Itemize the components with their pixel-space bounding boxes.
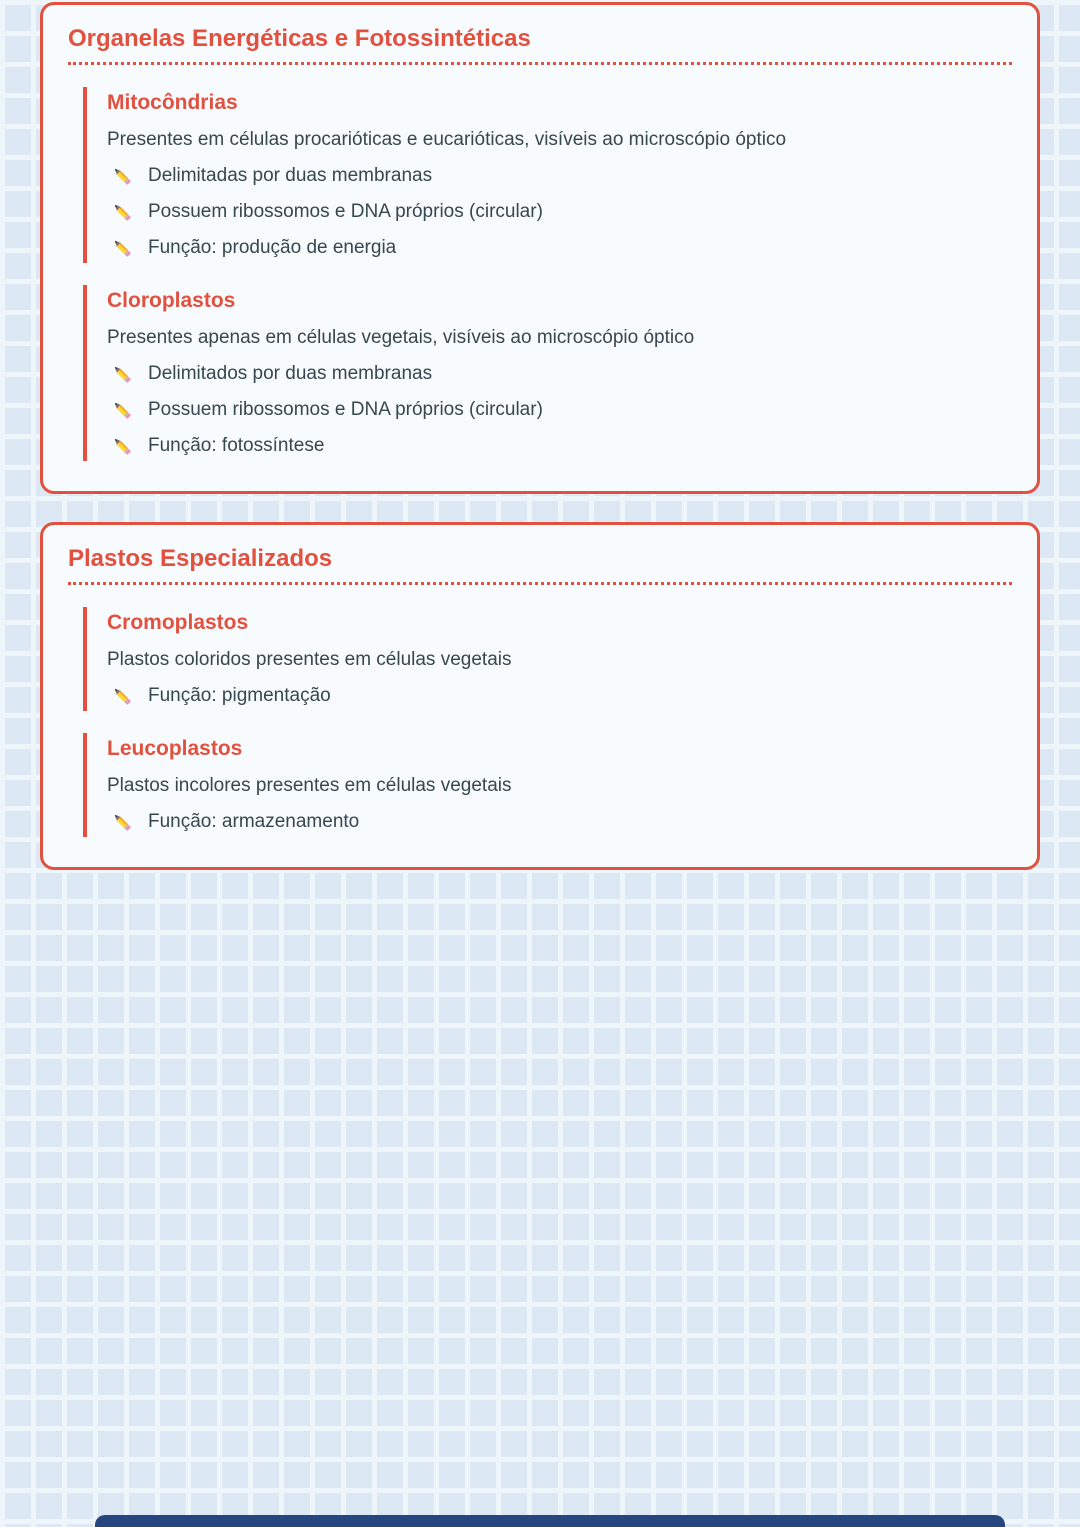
bullet-item [107, 165, 1012, 187]
section-mitocondrias [83, 87, 1012, 263]
pencil-icon [111, 811, 133, 833]
section-leucoplastos [83, 733, 1012, 837]
section-intro: Presentes apenas em células vegetais, visíveis ao microscópio óptico [107, 327, 695, 348]
pencil-icon [111, 165, 133, 187]
card-title: Plastos Especializados [68, 545, 1012, 585]
bullet-item [107, 811, 1012, 833]
section-intro: Plastos incolores presentes em células vegetais [107, 775, 512, 796]
bullet-item [107, 363, 1012, 385]
section-cloroplastos [83, 285, 1012, 461]
pencil-icon [111, 399, 133, 421]
next-card-top-edge [95, 1515, 1005, 1527]
bullet-text: Função: fotossíntese [148, 435, 325, 456]
bullet-item [107, 435, 1012, 457]
pencil-icon [111, 363, 133, 385]
section-intro: Plastos coloridos presentes em células vegetais [107, 649, 512, 670]
bullet-text: Possuem ribossomos e DNA próprios (circular) [148, 399, 543, 420]
bullet-text: Função: armazenamento [148, 811, 360, 832]
bullet-text: Função: pigmentação [148, 685, 331, 706]
section-heading: Cromoplastos [107, 611, 249, 634]
section-intro: Presentes em células procarióticas e eucarióticas, visíveis ao microscópio óptico [107, 129, 787, 150]
bullet-item [107, 685, 1012, 707]
bullet-text: Função: produção de energia [148, 237, 397, 258]
section-heading: Mitocôndrias [107, 91, 238, 114]
card-plastos-especializados [40, 522, 1040, 870]
bullet-item [107, 237, 1012, 259]
bullet-text: Possuem ribossomos e DNA próprios (circular) [148, 201, 543, 222]
bullet-item [107, 201, 1012, 223]
section-cromoplastos [83, 607, 1012, 711]
pencil-icon [111, 435, 133, 457]
section-heading: Cloroplastos [107, 289, 236, 312]
bullet-item [107, 399, 1012, 421]
bullet-text: Delimitadas por duas membranas [148, 165, 433, 186]
card-title: Organelas Energéticas e Fotossintéticas [68, 25, 1012, 65]
bullet-text: Delimitados por duas membranas [148, 363, 433, 384]
pencil-icon [111, 201, 133, 223]
section-heading: Leucoplastos [107, 737, 243, 760]
pencil-icon [111, 237, 133, 259]
pencil-icon [111, 685, 133, 707]
card-organelas-energeticas [40, 2, 1040, 494]
